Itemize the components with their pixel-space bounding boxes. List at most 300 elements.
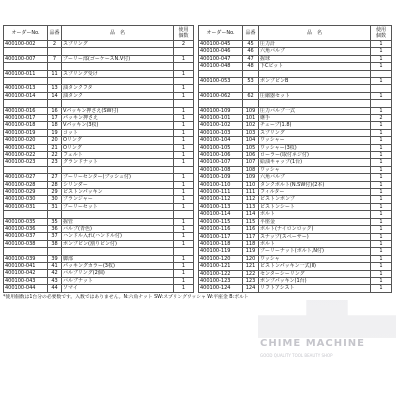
quantity-cell: 1 [174,196,194,203]
table-row [4,218,194,225]
part-name-cell: リフトアシスト [259,285,371,292]
table-row [4,55,194,62]
order-no-cell [199,70,243,77]
part-no-cell: 42 [48,270,62,277]
order-no-cell [4,100,48,107]
quantity-cell: 2 [371,115,392,122]
header-quantity: 使用 個数 [371,26,392,41]
order-no-cell: 400100-041 [4,263,48,270]
table-row [4,240,194,247]
quantity-cell: 1 [174,115,194,122]
order-no-cell: 400100-109 [199,107,243,114]
order-no-cell: 400100-046 [199,48,243,55]
table-row [4,189,194,196]
quantity-cell: 1 [371,48,392,55]
table-row [199,137,392,144]
part-no-cell: 2 [48,41,62,48]
table-row [4,196,194,203]
table-row [199,189,392,196]
part-name-cell: パッキン押さえ [62,115,174,122]
part-no-cell: 107 [243,159,259,166]
part-name-cell: ボルト [259,211,371,218]
part-name-cell: 給油キャップ(1台) [259,159,371,166]
part-no-cell: 115 [243,218,259,225]
part-name-cell: タンクボルト(N.SW付)(2本) [259,181,371,188]
parts-tables [3,25,392,293]
quantity-cell [174,100,194,107]
table-row [4,285,194,292]
order-no-cell: 400100-123 [199,277,243,284]
order-no-cell: 400100-115 [199,218,243,225]
order-no-cell: 400100-036 [4,226,48,233]
table-row [199,285,392,292]
part-name-cell: プーリーナット(ボルト,N付) [259,248,371,255]
table-row [199,122,392,129]
part-no-cell: 13 [48,85,62,92]
table-row [4,233,194,240]
order-no-cell: 400100-119 [199,248,243,255]
part-no-cell: 37 [48,233,62,240]
part-no-cell: 124 [243,285,259,292]
part-name-cell: ピストンパッキン一式(Ⅱ) [259,263,371,270]
part-name-cell [259,70,371,77]
part-no-cell: 103 [243,129,259,136]
part-no-cell: 62 [243,92,259,99]
table-row [199,159,392,166]
order-no-cell: 400100-113 [199,203,243,210]
table-row [199,226,392,233]
table-row [199,55,392,62]
part-name-cell: チューブ(1.8) [259,122,371,129]
part-name-cell [62,211,174,218]
part-name-cell: ワッシャー [259,137,371,144]
part-no-cell: 101 [243,115,259,122]
order-no-cell: 400100-045 [199,41,243,48]
order-no-cell: 400100-044 [4,285,48,292]
header-part-no: 品番 [243,26,259,41]
table-row [199,255,392,262]
table-row [4,85,194,92]
part-name-cell: スプリング [62,41,174,48]
part-name-cell: 握球 [259,55,371,62]
table-row [199,174,392,181]
part-name-cell: フィルター [259,189,371,196]
quantity-cell: 1 [174,159,194,166]
table-row [4,226,194,233]
part-no-cell: 112 [243,196,259,203]
part-name-cell: 平座金 [259,218,371,225]
header-order-no: オーダーNo. [199,26,243,41]
quantity-cell [174,48,194,55]
quantity-cell: 1 [371,240,392,247]
quantity-cell: 1 [174,85,194,92]
quantity-cell: 2 [174,41,194,48]
quantity-cell: 1 [174,70,194,77]
watermark [258,300,396,362]
part-no-cell: 47 [243,55,259,62]
order-no-cell [4,248,48,255]
quantity-cell: 1 [371,166,392,173]
quantity-cell: 1 [371,107,392,114]
table-row [199,100,392,107]
table-row [199,63,392,70]
part-name-cell: 六角バルブ [259,48,371,55]
order-no-cell: 400100-107 [199,159,243,166]
order-no-cell: 400100-112 [199,196,243,203]
part-no-cell: 119 [243,248,259,255]
quantity-cell: 1 [174,277,194,284]
part-name-cell: ポンプパッキン(1台) [259,277,371,284]
table-row [199,115,392,122]
part-no-cell: 102 [243,122,259,129]
part-name-cell: 油タンク [62,92,174,99]
part-name-cell: 圧縮器セット [259,92,371,99]
quantity-cell: 1 [371,41,392,48]
part-no-cell: 122 [243,270,259,277]
order-no-cell: 400100-017 [4,115,48,122]
part-name-cell: ワッシャー(3枚) [259,144,371,151]
quantity-cell: 1 [174,255,194,262]
part-name-cell: Vパッキン(3枚) [62,122,174,129]
order-no-cell: 400100-042 [4,270,48,277]
order-no-cell: 400100-105 [199,144,243,151]
quantity-cell: 1 [371,226,392,233]
table-row [199,152,392,159]
part-name-cell: ローラー(取付ネジ付) [259,152,371,159]
parts-table-left [3,25,194,293]
order-no-cell: 400100-021 [4,144,48,151]
quantity-cell: 1 [174,55,194,62]
part-name-cell: コット [62,129,174,136]
order-no-cell: 400100-109 [199,174,243,181]
table-row [199,85,392,92]
quantity-cell: 1 [174,203,194,210]
order-no-cell: 400100-020 [4,137,48,144]
order-no-cell: 400100-013 [4,85,48,92]
part-no-cell: 111 [243,189,259,196]
quantity-cell: 1 [371,144,392,151]
part-name-cell: 下Cビット [259,63,371,70]
parts-table-left-body [4,41,194,293]
part-no-cell [48,100,62,107]
quantity-cell: 1 [371,159,392,166]
part-no-cell: 44 [48,285,62,292]
table-row [4,211,194,218]
part-no-cell: 28 [48,181,62,188]
order-no-cell: 400100-039 [4,255,48,262]
quantity-cell [174,248,194,255]
order-no-cell: 400100-101 [199,115,243,122]
part-no-cell: 11 [48,70,62,77]
part-name-cell: ピストンポンプ [259,196,371,203]
part-no-cell [48,166,62,173]
quantity-cell: 1 [371,92,392,99]
part-no-cell [243,70,259,77]
part-no-cell: 38 [48,240,62,247]
order-no-cell: 400100-106 [199,152,243,159]
order-no-cell: 400100-038 [4,240,48,247]
part-name-cell: ボンプピンB [259,78,371,85]
order-no-cell: 400100-027 [4,174,48,181]
table-row [199,196,392,203]
quantity-cell: 1 [371,211,392,218]
table-row [199,240,392,247]
quantity-cell: 1 [371,152,392,159]
part-no-cell: 116 [243,226,259,233]
quantity-cell: 1 [371,196,392,203]
quantity-cell [174,166,194,173]
part-no-cell: 27 [48,174,62,181]
part-name-cell: ワッシャ [259,166,371,173]
part-name-cell: ピストンパッキン [62,189,174,196]
quantity-cell: 1 [174,189,194,196]
header-part-no: 品番 [48,26,62,41]
table-row [199,48,392,55]
order-no-cell [4,48,48,55]
order-no-cell: 400100-011 [4,70,48,77]
order-no-cell: 400100-110 [199,181,243,188]
order-no-cell: 400100-028 [4,181,48,188]
quantity-cell: 1 [371,203,392,210]
table-row [4,122,194,129]
watermark-logo-icon [258,300,396,338]
table-row [4,48,194,55]
quantity-cell: 1 [371,63,392,70]
part-no-cell [48,211,62,218]
quantity-cell: 1 [371,270,392,277]
part-no-cell: 123 [243,277,259,284]
table-row [199,248,392,255]
quantity-cell: 1 [174,152,194,159]
part-no-cell: 41 [48,263,62,270]
part-no-cell: 114 [243,211,259,218]
order-no-cell: 400100-104 [199,137,243,144]
watermark-brand: CHIME MACHINE [260,338,366,349]
table-row [4,174,194,181]
table-row [4,248,194,255]
quantity-cell: 1 [174,181,194,188]
part-no-cell: 104 [243,137,259,144]
part-name-cell: Oリング [62,137,174,144]
quantity-cell: 1 [371,233,392,240]
quantity-cell: 1 [174,226,194,233]
order-no-cell: 400100-023 [4,159,48,166]
quantity-cell: 1 [371,285,392,292]
order-no-cell [4,211,48,218]
part-name-cell: 圧力計 [259,41,371,48]
order-no-cell: 400100-007 [4,55,48,62]
table-row [199,107,392,114]
part-name-cell: スプリング受け [62,70,174,77]
order-no-cell [4,78,48,85]
table-row [199,144,392,151]
part-no-cell: 20 [48,137,62,144]
part-name-cell: パッキングカラー(3枚) [62,263,174,270]
quantity-cell [174,63,194,70]
order-no-cell: 400100-002 [4,41,48,48]
part-name-cell [62,63,174,70]
quantity-cell: 1 [174,285,194,292]
part-name-cell: スナップ(スペーサー) [259,233,371,240]
table-row [199,78,392,85]
part-no-cell: 109 [243,107,259,114]
quantity-cell: 1 [371,263,392,270]
part-name-cell [62,100,174,107]
part-name-cell: 継手 [259,115,371,122]
order-no-cell: 400100-037 [4,233,48,240]
part-no-cell: 108 [243,166,259,173]
order-no-cell: 400100-018 [4,122,48,129]
part-name-cell: 六角バルブ [259,174,371,181]
table-row [4,41,194,48]
parts-list-sheet [3,25,392,301]
order-no-cell: 400100-118 [199,240,243,247]
table-row [4,115,194,122]
part-name-cell [259,85,371,92]
quantity-cell: 1 [174,107,194,114]
quantity-cell [371,70,392,77]
part-name-cell: グランドナット [62,159,174,166]
quantity-cell [371,85,392,92]
quantity-cell: 1 [174,218,194,225]
quantity-cell: 1 [371,189,392,196]
order-no-cell: 400100-120 [199,255,243,262]
part-no-cell: 16 [48,107,62,114]
part-name-cell: 脚部 [62,255,174,262]
quantity-cell: 1 [371,55,392,62]
part-name-cell: ボルト(ナイロンロック) [259,226,371,233]
part-no-cell: 18 [48,122,62,129]
part-name-cell: 油タンクフタ [62,85,174,92]
table-row [199,129,392,136]
order-no-cell: 400100-043 [4,277,48,284]
footnote: *使用個数は1台分の必要数です。入数ではありません。N:六角ナット SW:スプリングワッシャ W:平座金 B:ボルト [3,294,249,300]
order-no-cell: 400100-124 [199,285,243,292]
order-no-cell: 400100-014 [4,92,48,99]
part-no-cell: 110 [243,181,259,188]
part-no-cell: 31 [48,203,62,210]
part-no-cell: 120 [243,255,259,262]
part-name-cell: ボルト [259,240,371,247]
quantity-cell: 1 [371,255,392,262]
quantity-cell: 1 [174,263,194,270]
header-part-name: 品 名 [62,26,174,41]
part-name-cell [62,78,174,85]
part-no-cell: 22 [48,152,62,159]
order-no-cell [199,100,243,107]
part-no-cell: 45 [243,41,259,48]
header-quantity: 使用 個数 [174,26,194,41]
table-row [199,218,392,225]
part-name-cell: バルブ(青色) [62,226,174,233]
order-no-cell: 400100-122 [199,270,243,277]
part-no-cell [243,100,259,107]
table-row [4,277,194,284]
table-row [199,233,392,240]
part-no-cell: 36 [48,226,62,233]
order-no-cell: 400100-016 [4,107,48,114]
table-row [4,270,194,277]
table-row [4,137,194,144]
table-row [4,129,194,136]
quantity-cell: 1 [174,240,194,247]
part-no-cell: 121 [243,263,259,270]
part-name-cell [62,166,174,173]
part-no-cell [48,48,62,55]
quantity-cell [174,211,194,218]
table-row [199,41,392,48]
part-no-cell: 109 [243,174,259,181]
order-no-cell: 400100-111 [199,189,243,196]
quantity-cell: 1 [174,233,194,240]
quantity-cell: 1 [371,129,392,136]
part-name-cell [259,100,371,107]
header-part-name: 品 名 [259,26,371,41]
quantity-cell [174,78,194,85]
table-row [4,255,194,262]
part-no-cell: 105 [243,144,259,151]
part-no-cell: 30 [48,196,62,203]
table-row [4,100,194,107]
quantity-cell: 1 [174,270,194,277]
part-no-cell: 46 [243,48,259,55]
part-no-cell [243,85,259,92]
table-row [4,63,194,70]
part-no-cell: 43 [48,277,62,284]
parts-table-right-body [199,41,392,293]
part-no-cell: 118 [243,240,259,247]
quantity-cell: 1 [174,129,194,136]
order-no-cell: 400100-114 [199,211,243,218]
order-no-cell: 400100-103 [199,129,243,136]
header-order-no: オーダーNo. [4,26,48,41]
table-row [199,270,392,277]
quantity-cell: 1 [371,174,392,181]
watermark-tagline: GOOD QUALITY TOOL BEAUTY SHOP [260,353,333,358]
part-name-cell: Oリング [62,144,174,151]
part-name-cell [62,48,174,55]
table-row [199,166,392,173]
order-no-cell: 400100-047 [199,55,243,62]
part-name-cell: ポンプピン(割りピン付) [62,240,174,247]
order-no-cell: 400100-031 [4,203,48,210]
order-no-cell [4,166,48,173]
parts-table-right [198,25,392,293]
part-no-cell: 106 [243,152,259,159]
table-row [4,203,194,210]
table-header-row [199,26,392,41]
part-no-cell [48,78,62,85]
table-row [4,78,194,85]
quantity-cell: 1 [371,137,392,144]
part-name-cell: ワッシャ [259,255,371,262]
part-no-cell: 23 [48,159,62,166]
table-row [4,159,194,166]
order-no-cell: 400100-102 [199,122,243,129]
quantity-cell: 1 [174,137,194,144]
quantity-cell: 1 [174,144,194,151]
part-name-cell: プーリーセンター(ブッシュ付) [62,174,174,181]
order-no-cell: 400100-108 [199,166,243,173]
table-row [4,152,194,159]
part-name-cell: ピストンシート [259,203,371,210]
quantity-cell: 1 [371,181,392,188]
table-row [199,181,392,188]
order-no-cell: 400100-062 [199,92,243,99]
table-row [199,92,392,99]
part-name-cell [62,248,174,255]
quantity-cell [371,100,392,107]
